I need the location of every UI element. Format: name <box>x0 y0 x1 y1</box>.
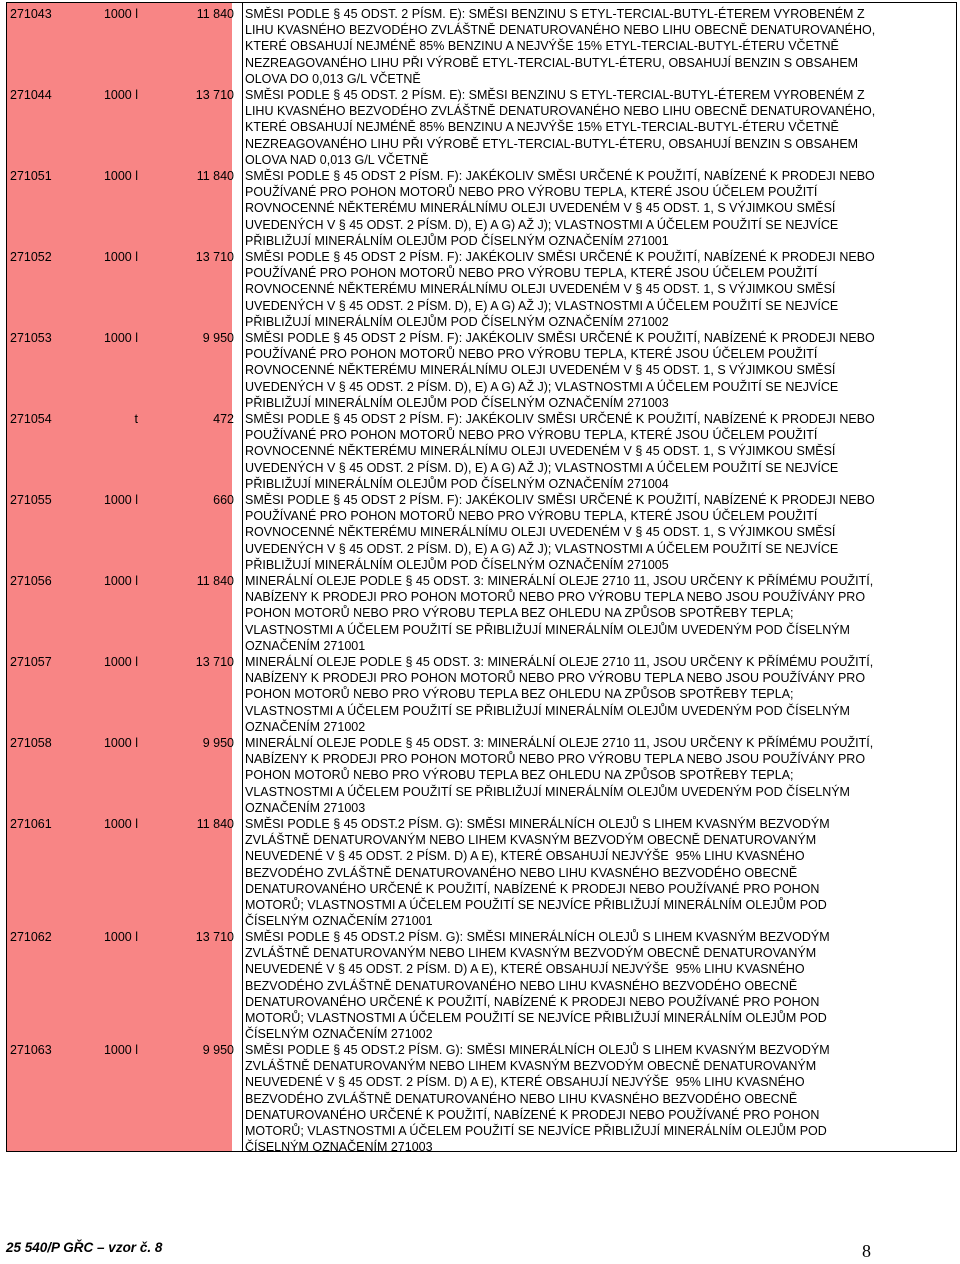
unit-of-measure: 1000 l <box>103 169 138 183</box>
tax-rate-table <box>6 2 957 1155</box>
tax-rate: 9 950 <box>202 331 234 345</box>
unit-of-measure: 1000 l <box>103 331 138 345</box>
product-description: MINERÁLNÍ OLEJE PODLE § 45 ODST. 3: MINERÁLNÍ OLEJE 2710 11, JSOU URČENY K PŘÍMÉMU POUŽITÍ, NABÍZENY K PRODEJI PRO POHON MOTORŮ NEBO PRO VÝROBU TEPLA NEBO JSOU POUŽÍVÁNY PRO POHON MOTORŮ NEBO PRO VÝROBU TEPLA BEZ OHLEDU NA ZPŮSOB SPOTŘEBY TEPLA; VLASTNOSTMI A ÚČELEM POUŽITÍ SE PŘIBLIŽUJÍ MINERÁLNÍM OLEJŮM UVEDENÝM POD ČÍSELNÝM OZNAČENÍM 271003 <box>245 736 874 815</box>
tax-rate: 13 710 <box>195 88 234 102</box>
product-code: 271062 <box>10 930 52 944</box>
product-code: 271043 <box>10 7 52 21</box>
tax-rate: 13 710 <box>195 250 234 264</box>
tax-rate: 13 710 <box>195 930 234 944</box>
product-description: MINERÁLNÍ OLEJE PODLE § 45 ODST. 3: MINERÁLNÍ OLEJE 2710 11, JSOU URČENY K PŘÍMÉMU POUŽITÍ, NABÍZENY K PRODEJI PRO POHON MOTORŮ NEBO PRO VÝROBU TEPLA NEBO JSOU POUŽÍVÁNY PRO POHON MOTORŮ NEBO PRO VÝROBU TEPLA BEZ OHLEDU NA ZPŮSOB SPOTŘEBY TEPLA; VLASTNOSTMI A ÚČELEM POUŽITÍ SE PŘIBLIŽUJÍ MINERÁLNÍM OLEJŮM UVEDENÝM POD ČÍSELNÝM OZNAČENÍM 271001 <box>245 574 874 653</box>
product-description: SMĚSI PODLE § 45 ODST.2 PÍSM. G): SMĚSI MINERÁLNÍCH OLEJŮ S LIHEM KVASNÝM BEZVODÝM ZVLÁŠTNĚ DENATUROVANÝM NEBO LIHEM KVASNÝM BEZVODÝM OBECNĚ DENATUROVANÝM NEUVEDENÉ V § 45 ODST. 2 PÍSM. D) A E), KTERÉ OBSAHUJÍ NEJVÝŠE 95% LIHU KVASNÉHO BEZVODÉHO ZVLÁŠTNĚ DENATUROVANÉHO NEBO LIHU KVASNÉHO BEZVODÉHO OBECNĚ DENATUROVANÉHO URČENÉ K POUŽITÍ, NABÍZENÉ K PRODEJI NEBO POUŽÍVANÉ PRO POHON MOTORŮ; VLASTNOSTMI A ÚČELEM POUŽITÍ SE NEJVÍCE PŘIBLIŽUJÍ MINERÁLNÍM OLEJŮM POD ČÍSELNÝM OZNAČENÍM 271002 <box>245 930 830 1042</box>
unit-of-measure: t <box>134 412 138 426</box>
product-code: 271057 <box>10 655 52 669</box>
form-identifier: 25 540/P GŘC – vzor č. 8 <box>6 1240 163 1255</box>
unit-of-measure: 1000 l <box>103 88 138 102</box>
tax-rate: 11 840 <box>196 817 234 831</box>
unit-of-measure: 1000 l <box>103 7 138 21</box>
unit-of-measure: 1000 l <box>103 574 138 588</box>
tax-rate: 472 <box>213 412 234 426</box>
tax-rate: 9 950 <box>202 736 234 750</box>
product-description: SMĚSI PODLE § 45 ODST. 2 PÍSM. E): SMĚSI BENZINU S ETYL-TERCIAL-BUTYL-ÉTEREM VYROBENÉM Z LIHU KVASNÉHO BEZVODÉHO ZVLÁŠTNĚ DENATUROVANÉHO NEBO LIHU OBECNĚ DENATUROVANÉHO, KTERÉ OBSAHUJÍ NEJMÉNĚ 85% BENZINU A NEJVÝŠE 15% ETYL-TERCIAL-BUTYL-ÉTERU VČETNĚ NEZREAGOVANÉHO LIHU PŘI VÝROBĚ ETYL-TERCIAL-BUTYL-ÉTERU, OBSAHUJÍ BENZIN S OBSAHEM OLOVA DO 0,013 G/L VČETNĚ <box>245 7 876 86</box>
product-description: SMĚSI PODLE § 45 ODST 2 PÍSM. F): JAKÉKOLIV SMĚSI URČENÉ K POUŽITÍ, NABÍZENÉ K PRODEJI NEBO POUŽÍVANÉ PRO POHON MOTORŮ NEBO PRO VÝROBU TEPLA, KTERÉ JSOU ÚČELEM POUŽITÍ ROVNOCENNÉ NĚKTERÉMU MINERÁLNÍMU OLEJI UVEDENÉM V § 45 ODST. 1, S VÝJIMKOU SMĚSÍ UVEDENÝCH V § 45 ODST. 2 PÍSM. D), E) A G) AŽ J); VLASTNOSTMI A ÚČELEM POUŽITÍ SE NEJVÍCE PŘIBLIŽUJÍ MINERÁLNÍM OLEJŮM POD ČÍSELNÝM OZNAČENÍM 271001 <box>245 169 875 248</box>
product-code: 271058 <box>10 736 52 750</box>
product-description: SMĚSI PODLE § 45 ODST 2 PÍSM. F): JAKÉKOLIV SMĚSI URČENÉ K POUŽITÍ, NABÍZENÉ K PRODEJI NEBO POUŽÍVANÉ PRO POHON MOTORŮ NEBO PRO VÝROBU TEPLA, KTERÉ JSOU ÚČELEM POUŽITÍ ROVNOCENNÉ NĚKTERÉMU MINERÁLNÍMU OLEJI UVEDENÉM V § 45 ODST. 1, S VÝJIMKOU SMĚSÍ UVEDENÝCH V § 45 ODST. 2 PÍSM. D), E) A G) AŽ J); VLASTNOSTMI A ÚČELEM POUŽITÍ SE NEJVÍCE PŘIBLIŽUJÍ MINERÁLNÍM OLEJŮM POD ČÍSELNÝM OZNAČENÍM 271002 <box>245 250 875 329</box>
tax-rate: 9 950 <box>202 1043 234 1057</box>
product-code: 271044 <box>10 88 52 102</box>
unit-of-measure: 1000 l <box>103 250 138 264</box>
column-divider <box>242 3 243 1151</box>
tax-rate: 660 <box>213 493 234 507</box>
tax-rate: 11 840 <box>196 7 234 21</box>
unit-of-measure: 1000 l <box>103 493 138 507</box>
unit-of-measure: 1000 l <box>103 817 138 831</box>
product-description: SMĚSI PODLE § 45 ODST 2 PÍSM. F): JAKÉKOLIV SMĚSI URČENÉ K POUŽITÍ, NABÍZENÉ K PRODEJI NEBO POUŽÍVANÉ PRO POHON MOTORŮ NEBO PRO VÝROBU TEPLA, KTERÉ JSOU ÚČELEM POUŽITÍ ROVNOCENNÉ NĚKTERÉMU MINERÁLNÍMU OLEJI UVEDENÉM V § 45 ODST. 1, S VÝJIMKOU SMĚSÍ UVEDENÝCH V § 45 ODST. 2 PÍSM. D), E) A G) AŽ J); VLASTNOSTMI A ÚČELEM POUŽITÍ SE NEJVÍCE PŘIBLIŽUJÍ MINERÁLNÍM OLEJŮM POD ČÍSELNÝM OZNAČENÍM 271003 <box>245 331 875 410</box>
product-code: 271061 <box>10 817 52 831</box>
product-code: 271052 <box>10 250 52 264</box>
tax-rate: 13 710 <box>195 655 234 669</box>
page-number: 8 <box>862 1241 871 1261</box>
product-description: SMĚSI PODLE § 45 ODST 2 PÍSM. F): JAKÉKOLIV SMĚSI URČENÉ K POUŽITÍ, NABÍZENÉ K PRODEJI NEBO POUŽÍVANÉ PRO POHON MOTORŮ NEBO PRO VÝROBU TEPLA, KTERÉ JSOU ÚČELEM POUŽITÍ ROVNOCENNÉ NĚKTERÉMU MINERÁLNÍMU OLEJI UVEDENÉM V § 45 ODST. 1, S VÝJIMKOU SMĚSÍ UVEDENÝCH V § 45 ODST. 2 PÍSM. D), E) A G) AŽ J); VLASTNOSTMI A ÚČELEM POUŽITÍ SE NEJVÍCE PŘIBLIŽUJÍ MINERÁLNÍM OLEJŮM POD ČÍSELNÝM OZNAČENÍM 271005 <box>245 493 875 572</box>
product-code: 271063 <box>10 1043 52 1057</box>
product-code: 271054 <box>10 412 52 426</box>
product-description: SMĚSI PODLE § 45 ODST.2 PÍSM. G): SMĚSI MINERÁLNÍCH OLEJŮ S LIHEM KVASNÝM BEZVODÝM ZVLÁŠTNĚ DENATUROVANÝM NEBO LIHEM KVASNÝM BEZVODÝM OBECNĚ DENATUROVANÝM NEUVEDENÉ V § 45 ODST. 2 PÍSM. D) A E), KTERÉ OBSAHUJÍ NEJVÝŠE 95% LIHU KVASNÉHO BEZVODÉHO ZVLÁŠTNĚ DENATUROVANÉHO NEBO LIHU KVASNÉHO BEZVODÉHO OBECNĚ DENATUROVANÉHO URČENÉ K POUŽITÍ, NABÍZENÉ K PRODEJI NEBO POUŽÍVANÉ PRO POHON MOTORŮ; VLASTNOSTMI A ÚČELEM POUŽITÍ SE NEJVÍCE PŘIBLIŽUJÍ MINERÁLNÍM OLEJŮM POD ČÍSELNÝM OZNAČENÍM 271003 <box>245 1043 830 1155</box>
product-description: SMĚSI PODLE § 45 ODST.2 PÍSM. G): SMĚSI MINERÁLNÍCH OLEJŮ S LIHEM KVASNÝM BEZVODÝM ZVLÁŠTNĚ DENATUROVANÝM NEBO LIHEM KVASNÝM BEZVODÝM OBECNĚ DENATUROVANÝM NEUVEDENÉ V § 45 ODST. 2 PÍSM. D) A E), KTERÉ OBSAHUJÍ NEJVÝŠE 95% LIHU KVASNÉHO BEZVODÉHO ZVLÁŠTNĚ DENATUROVANÉHO NEBO LIHU KVASNÉHO BEZVODÉHO OBECNĚ DENATUROVANÉHO URČENÉ K POUŽITÍ, NABÍZENÉ K PRODEJI NEBO POUŽÍVANÉ PRO POHON MOTORŮ; VLASTNOSTMI A ÚČELEM POUŽITÍ SE NEJVÍCE PŘIBLIŽUJÍ MINERÁLNÍM OLEJŮM POD ČÍSELNÝM OZNAČENÍM 271001 <box>245 817 830 929</box>
product-description: SMĚSI PODLE § 45 ODST. 2 PÍSM. E): SMĚSI BENZINU S ETYL-TERCIAL-BUTYL-ÉTEREM VYROBENÉM Z LIHU KVASNÉHO BEZVODÉHO ZVLÁŠTNĚ DENATUROVANÉHO NEBO LIHU OBECNĚ DENATUROVANÉHO, KTERÉ OBSAHUJÍ NEJMÉNĚ 85% BENZINU A NEJVÝŠE 15% ETYL-TERCIAL-BUTYL-ÉTERU VČETNĚ NEZREAGOVANÉHO LIHU PŘI VÝROBĚ ETYL-TERCIAL-BUTYL-ÉTERU, OBSAHUJÍ BENZIN S OBSAHEM OLOVA NAD 0,013 G/L VČETNĚ <box>245 88 876 167</box>
product-description: MINERÁLNÍ OLEJE PODLE § 45 ODST. 3: MINERÁLNÍ OLEJE 2710 11, JSOU URČENY K PŘÍMÉMU POUŽITÍ, NABÍZENY K PRODEJI PRO POHON MOTORŮ NEBO PRO VÝROBU TEPLA NEBO JSOU POUŽÍVÁNY PRO POHON MOTORŮ NEBO PRO VÝROBU TEPLA BEZ OHLEDU NA ZPŮSOB SPOTŘEBY TEPLA; VLASTNOSTMI A ÚČELEM POUŽITÍ SE PŘIBLIŽUJÍ MINERÁLNÍM OLEJŮM UVEDENÝM POD ČÍSELNÝM OZNAČENÍM 271002 <box>245 655 874 734</box>
product-code: 271053 <box>10 331 52 345</box>
tax-rate: 11 840 <box>196 574 234 588</box>
unit-of-measure: 1000 l <box>103 655 138 669</box>
product-code: 271056 <box>10 574 52 588</box>
unit-of-measure: 1000 l <box>103 1043 138 1057</box>
product-code: 271055 <box>10 493 52 507</box>
unit-of-measure: 1000 l <box>103 930 138 944</box>
product-code: 271051 <box>10 169 52 183</box>
tax-rate: 11 840 <box>196 169 234 183</box>
product-description: SMĚSI PODLE § 45 ODST 2 PÍSM. F): JAKÉKOLIV SMĚSI URČENÉ K POUŽITÍ, NABÍZENÉ K PRODEJI NEBO POUŽÍVANÉ PRO POHON MOTORŮ NEBO PRO VÝROBU TEPLA, KTERÉ JSOU ÚČELEM POUŽITÍ ROVNOCENNÉ NĚKTERÉMU MINERÁLNÍMU OLEJI UVEDENÉM V § 45 ODST. 1, S VÝJIMKOU SMĚSÍ UVEDENÝCH V § 45 ODST. 2 PÍSM. D), E) A G) AŽ J); VLASTNOSTMI A ÚČELEM POUŽITÍ SE NEJVÍCE PŘIBLIŽUJÍ MINERÁLNÍM OLEJŮM POD ČÍSELNÝM OZNAČENÍM 271004 <box>245 412 875 491</box>
unit-of-measure: 1000 l <box>103 736 138 750</box>
